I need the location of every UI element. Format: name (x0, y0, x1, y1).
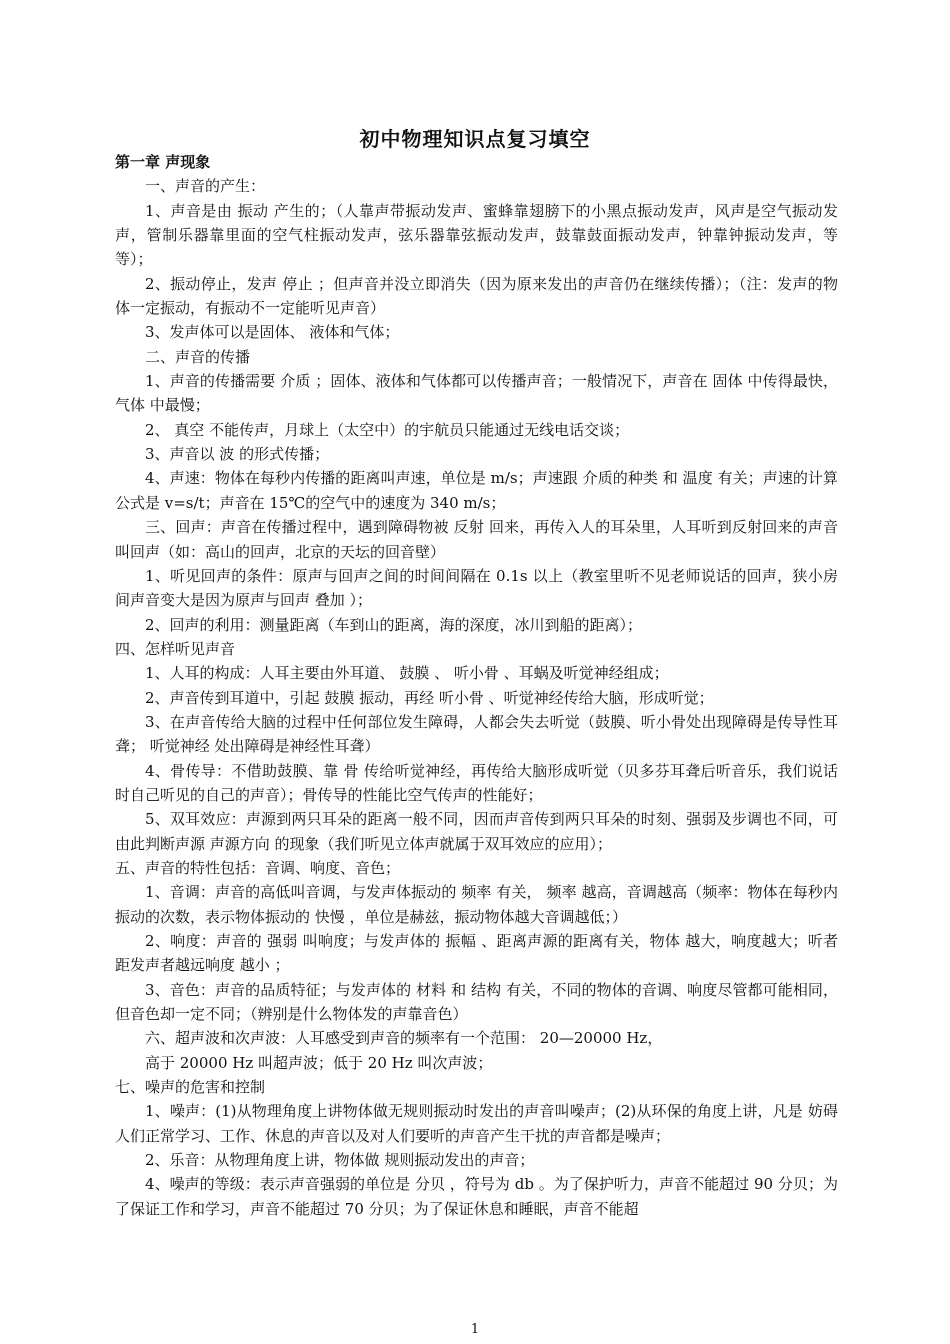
page-number: 1 (470, 1322, 480, 1337)
paragraph: 1、人耳的构成：人耳主要由外耳道、 鼓膜 、 听小骨 、耳蜗及听觉神经组成； (145, 664, 669, 683)
section-heading: 三、回声：声音在传播过程中，遇到障碍物被 反射 回来，再传入人的耳朵里，人耳听到反射回来的声音叫回声（如：高山的回声，北京的天坛的回音壁） (115, 518, 838, 561)
paragraph: 2、响度：声音的 强弱 叫响度；与发声体的 振幅 、距离声源的距离有关，物体 越大，响度越大；听者距发声者越远响度 越小 ； (115, 932, 838, 975)
paragraph: 1、噪声：(1)从物理角度上讲物体做无规则振动时发出的声音叫噪声；(2)从环保的角度上讲，凡是 妨碍人们正常学习、工作、休息的声音以及对人们要听的声音产生干扰的声音都是噪声； (115, 1102, 838, 1145)
document-title: 初中物理知识点复习填空 (359, 127, 591, 151)
section-heading: 七、噪声的危害和控制 (115, 1078, 266, 1097)
paragraph: 2、回声的利用：测量距离（车到山的距离，海的深度，冰川到船的距离）； (145, 615, 643, 634)
section-heading: 四、怎样听见声音 (115, 639, 236, 658)
paragraph: 3、在声音传给大脑的过程中任何部位发生障碍，人都会失去听觉（鼓膜、听小骨处出现障碍是传导性耳聋； 听觉神经 处出障碍是神经性耳聋） (115, 712, 838, 756)
section-heading: 五、声音的特性包括：音调、响度、音色； (115, 858, 401, 877)
paragraph: 1、声音是由 振动 产生的；（人靠声带振动发声、蜜蜂靠翅膀下的小黑点振动发声，风声是空气振动发声，管制乐器靠里面的空气柱振动发声，弦乐器靠弦振动发声，鼓靠鼓面振动发声，钟靠钟振动发声，等等）； (115, 201, 838, 269)
paragraph: 1、音调：声音的高低叫音调，与发声体振动的 频率 有关， 频率 越高，音调越高（频率：物体在每秒内振动的次数，表示物体振动的 快慢 ，单位是赫兹，振动物体越大音调越低；） (115, 883, 838, 926)
paragraph: 3、音色：声音的品质特征；与发声体的 材料 和 结构 有关，不同的物体的音调、响度尽管都可能相同，但音色却一定不同；（辨别是什么物体发的声靠音色） (115, 980, 838, 1024)
section-heading: 二、声音的传播 (145, 347, 251, 366)
paragraph: 1、听见回声的条件：原声与回声之间的时间间隔在 0.1s 以上（教室里听不见老师说话的回声，狭小房间声音变大是因为原声与回声 叠加 ）； (115, 566, 838, 610)
paragraph: 高于 20000 Hz 叫超声波；低于 20 Hz 叫次声波； (145, 1053, 493, 1072)
paragraph: 2、振动停止，发声 停止 ；但声音并没立即消失（因为原来发出的声音仍在继续传播）；（注：发声的物体一定振动，有振动不一定能听见声音） (115, 274, 838, 318)
paragraph: 4、噪声的等级：表示声音强弱的单位是 分贝 ，符号为 db 。为了保护听力，声音不能超过 90 分贝；为了保证工作和学习，声音不能超过 70 分贝；为了保证休息和睡眠，声音不能超 (115, 1175, 838, 1218)
paragraph: 5、双耳效应：声源到两只耳朵的距离一般不同，因而声音传到两只耳朵的时刻、强弱及步调也不同，可由此判断声源 声源方向 的现象（我们听见立体声就属于双耳效应的应用）； (115, 810, 838, 853)
paragraph: 3、发声体可以是固体、 液体和气体； (145, 323, 400, 342)
paragraph: 2、乐音：从物理角度上讲，物体做 规则振动发出的声音； (145, 1151, 535, 1170)
paragraph: 4、声速：物体在每秒内传播的距离叫声速，单位是 m/s；声速跟 介质的种类 和 温度 有关；声速的计算公式是 v=s/t；声音在 15℃的空气中的速度为 340 m/s； (115, 469, 838, 512)
paragraph: 2、声音传到耳道中，引起 鼓膜 振动，再经 听小骨 、听觉神经传给大脑，形成听觉； (145, 688, 714, 707)
section-heading: 一、声音的产生： (145, 177, 266, 196)
paragraph: 3、声音以 波 的形式传播； (145, 445, 330, 464)
paragraph: 4、骨传导：不借助鼓膜、靠 骨 传给听觉神经，再传给大脑形成听觉（贝多芬耳聋后听音乐，我们说话时自己听见的自己的声音）；骨传导的性能比空气传声的性能好； (115, 761, 838, 804)
section-heading: 六、超声波和次声波：人耳感受到声音的频率有一个范围： 20—20000 Hz， (145, 1029, 663, 1048)
chapter-heading: 第一章 声现象 (115, 153, 211, 171)
paragraph: 1、声音的传播需要 介质 ；固体、液体和气体都可以传播声音；一般情况下，声音在 固体 中传得最快， 气体 中最慢； (115, 372, 838, 415)
document-body (115, 150, 838, 1221)
paragraph: 2、 真空 不能传声，月球上（太空中）的宇航员只能通过无线电话交谈； (145, 420, 630, 439)
